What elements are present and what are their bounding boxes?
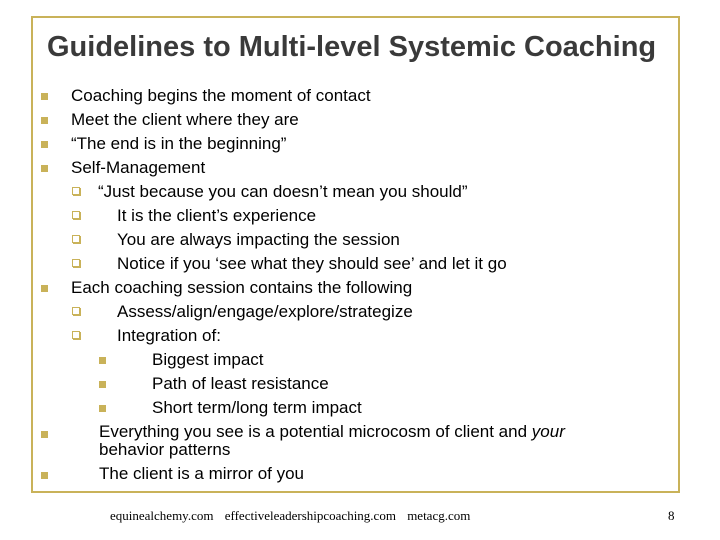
bullet-item: Coaching begins the moment of contact xyxy=(71,86,371,105)
footer-links xyxy=(110,507,478,525)
bullet-square-icon xyxy=(41,431,48,438)
footer-link[interactable]: effectiveleadershipcoaching.com xyxy=(224,508,396,523)
bullet-item: “The end is in the beginning” xyxy=(71,134,287,153)
bullet-square-icon xyxy=(99,405,106,412)
bullet-hollow-square-icon xyxy=(72,331,80,339)
bullet-square-icon xyxy=(41,141,48,148)
bullet-hollow-square-icon xyxy=(72,187,80,195)
bullet-item-emphasis: your xyxy=(531,422,565,441)
bullet-item: The client is a mirror of you xyxy=(99,464,305,483)
sub-bullet-item: Assess/align/engage/explore/strategize xyxy=(117,302,413,321)
bullet-hollow-square-icon xyxy=(72,259,80,267)
sub-bullet-item: Notice if you ‘see what they should see’ and let it go xyxy=(117,254,507,273)
slide-title: Guidelines to Multi-level Systemic Coaching xyxy=(47,31,657,63)
bullet-item-text: Everything you see is a potential microcosm of client and xyxy=(99,422,532,441)
footer-link[interactable]: metacg.com xyxy=(407,508,471,523)
sub-sub-bullet-item: Biggest impact xyxy=(152,350,264,369)
sub-sub-bullet-item: Path of least resistance xyxy=(152,374,329,393)
bullet-hollow-square-icon xyxy=(72,211,80,219)
bullet-square-icon xyxy=(41,93,48,100)
bullet-item: Each coaching session contains the following xyxy=(71,278,413,297)
bullet-square-icon xyxy=(41,472,48,479)
sub-bullet-item: You are always impacting the session xyxy=(117,230,400,249)
bullet-item-continuation: behavior patterns xyxy=(99,440,231,459)
bullet-item: Meet the client where they are xyxy=(71,110,299,129)
bullet-square-icon xyxy=(41,165,48,172)
sub-bullet-item: “Just because you can doesn’t mean you should” xyxy=(98,182,468,201)
bullet-hollow-square-icon xyxy=(72,235,80,243)
bullet-square-icon xyxy=(99,357,106,364)
sub-bullet-item: It is the client’s experience xyxy=(117,206,317,225)
bullet-item xyxy=(99,422,565,442)
bullet-square-icon xyxy=(41,117,48,124)
bullet-item: Self-Management xyxy=(71,158,206,177)
page-number: 8 xyxy=(668,508,675,523)
footer-link[interactable]: equinealchemy.com xyxy=(110,508,214,523)
sub-bullet-item: Integration of: xyxy=(117,326,221,345)
bullet-square-icon xyxy=(41,285,48,292)
bullet-hollow-square-icon xyxy=(72,307,80,315)
sub-sub-bullet-item: Short term/long term impact xyxy=(152,398,362,417)
bullet-square-icon xyxy=(99,381,106,388)
